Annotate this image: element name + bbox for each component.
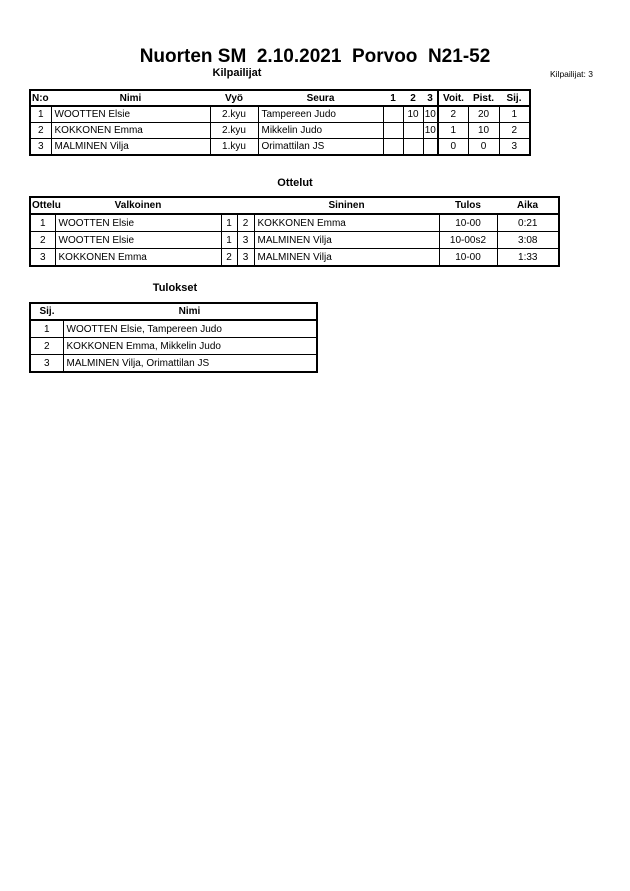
match-result: 10-00s2 [439,232,497,249]
round-2-score [403,123,423,139]
competitor-number: 3 [30,139,51,156]
competitor-name: MALMINEN Vilja [51,139,210,156]
result-place: 2 [30,338,63,355]
column-header-match: Ottelu [30,197,55,214]
match-result: 10-00 [439,249,497,267]
competitor-wins: 1 [438,123,468,139]
column-header-place: Sij. [30,303,63,320]
match-row [30,214,559,232]
column-header-points: Pist. [468,90,499,106]
match-number: 1 [30,214,55,232]
round-3-score [423,139,438,156]
competitor-name: WOOTTEN Elsie [51,106,210,123]
column-header-white: Valkoinen [55,197,221,214]
column-header-white-number [221,197,237,214]
match-row [30,232,559,249]
blue-player-name: MALMINEN Vilja [254,249,439,267]
match-number: 3 [30,249,55,267]
column-header-belt: Vyö [210,90,258,106]
match-time: 1:33 [497,249,559,267]
competitor-points: 20 [468,106,499,123]
match-time: 0:21 [497,214,559,232]
competitor-number: 2 [30,123,51,139]
result-place: 1 [30,320,63,338]
competitor-points: 10 [468,123,499,139]
results-table [29,302,318,373]
column-header-club: Seura [258,90,383,106]
column-header-wins: Voit. [438,90,468,106]
round-1-score [383,123,403,139]
column-header-name: Nimi [63,303,317,320]
result-row [30,320,317,338]
competitor-row [30,139,530,156]
column-header-round-1: 1 [383,90,403,106]
white-player-name: WOOTTEN Elsie [55,214,221,232]
competitors-table [29,89,531,156]
result-row [30,355,317,373]
competitor-place: 1 [499,106,530,123]
white-player-number: 2 [221,249,237,267]
white-player-name: KOKKONEN Emma [55,249,221,267]
competitor-place: 3 [499,139,530,156]
results-header-row [30,303,317,320]
competitor-points: 0 [468,139,499,156]
result-place: 3 [30,355,63,373]
round-1-score [383,106,403,123]
white-player-number: 1 [221,214,237,232]
column-header-place: Sij. [499,90,530,106]
results-section-title: Tulokset [152,282,198,294]
result-name: WOOTTEN Elsie, Tampereen Judo [63,320,317,338]
column-header-name: Nimi [51,90,210,106]
competitor-name: KOKKONEN Emma [51,123,210,139]
matches-section-title: Ottelut [277,177,313,189]
competitor-belt: 2.kyu [210,123,258,139]
column-header-round-3: 3 [423,90,438,106]
competitor-row [30,106,530,123]
result-row [30,338,317,355]
competitors-header-row [30,90,530,106]
competitor-count-label: Kilpailijat: 3 [550,69,593,79]
column-header-result: Tulos [439,197,497,214]
competitor-wins: 0 [438,139,468,156]
competitors-section-title: Kilpailijat [212,67,262,79]
column-header-blue-number [237,197,254,214]
column-header-round-2: 2 [403,90,423,106]
competitor-club: Orimattilan JS [258,139,383,156]
page-title: Nuorten SM 2.10.2021 Porvoo N21-52 [139,46,491,67]
competitor-club: Tampereen Judo [258,106,383,123]
matches-header-row [30,197,559,214]
competitor-row [30,123,530,139]
round-2-score: 10 [403,106,423,123]
blue-player-number: 2 [237,214,254,232]
competitor-place: 2 [499,123,530,139]
result-name: MALMINEN Vilja, Orimattilan JS [63,355,317,373]
competitor-belt: 1.kyu [210,139,258,156]
blue-player-name: MALMINEN Vilja [254,232,439,249]
round-1-score [383,139,403,156]
white-player-name: WOOTTEN Elsie [55,232,221,249]
round-2-score [403,139,423,156]
column-header-time: Aika [497,197,559,214]
blue-player-name: KOKKONEN Emma [254,214,439,232]
competitor-wins: 2 [438,106,468,123]
competitor-number: 1 [30,106,51,123]
round-3-score: 10 [423,106,438,123]
competitor-belt: 2.kyu [210,106,258,123]
column-header-blue: Sininen [254,197,439,214]
match-result: 10-00 [439,214,497,232]
blue-player-number: 3 [237,232,254,249]
column-header-no: N:o [30,90,51,106]
match-time: 3:08 [497,232,559,249]
blue-player-number: 3 [237,249,254,267]
white-player-number: 1 [221,232,237,249]
match-row [30,249,559,267]
competitor-club: Mikkelin Judo [258,123,383,139]
result-name: KOKKONEN Emma, Mikkelin Judo [63,338,317,355]
matches-table [29,196,560,267]
round-3-score: 10 [423,123,438,139]
match-number: 2 [30,232,55,249]
